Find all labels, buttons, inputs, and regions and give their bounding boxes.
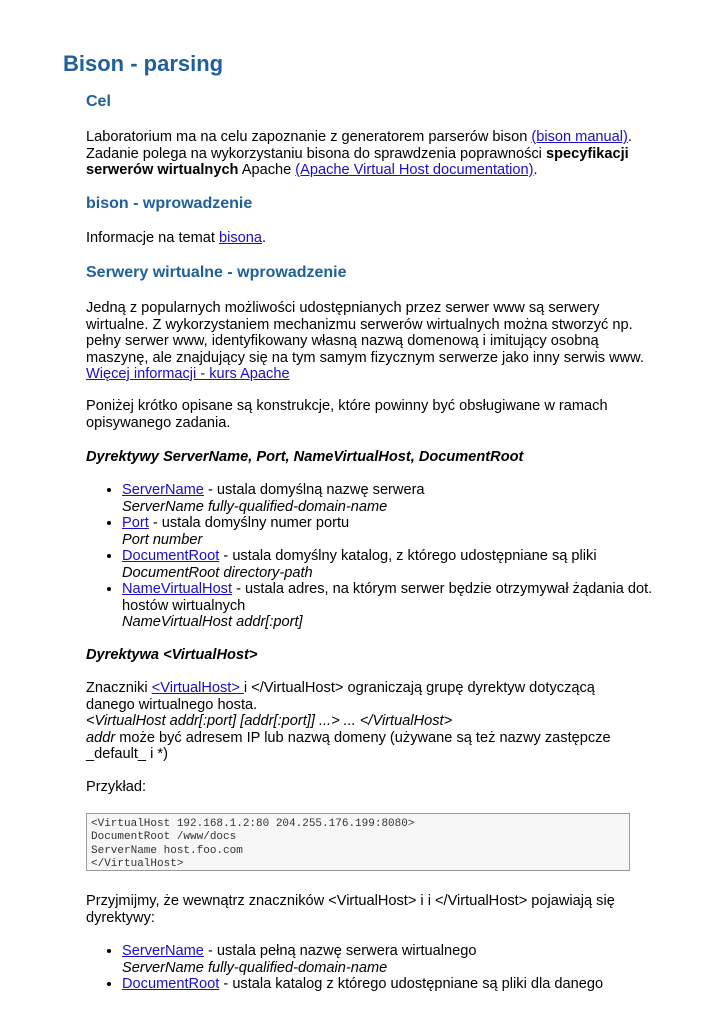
link-documentroot-2[interactable]: DocumentRoot [122, 976, 220, 992]
list-item: • DocumentRoot - ustala katalog z którego udostępniane są pliki dla danego [122, 976, 682, 993]
link-bisona[interactable]: bisona [219, 230, 263, 246]
link-kurs-apache[interactable]: Więcej informacji - kurs Apache [86, 366, 290, 382]
heading-bison-intro: bison - wprowadzenie [86, 195, 253, 212]
link-apache-virtual-host-doc[interactable]: (Apache Virtual Host documentation) [295, 162, 534, 178]
code-example: <VirtualHost 192.168.1.2:80 204.255.176.199:8080> DocumentRoot /www/docs ServerName host.foo.com </VirtualHost> [86, 813, 630, 871]
directive-list-1 [86, 482, 682, 631]
heading-cel: Cel [86, 93, 111, 110]
directive-list-2 [86, 943, 682, 993]
paragraph-przyjmijmy: Przyjmijmy, że wewnątrz znaczników <VirtualHost> i i </VirtualHost> pojawiają się dyrektywy: [86, 893, 615, 926]
paragraph-virtualhost: Znaczniki <VirtualHost> i </VirtualHost> ograniczają grupę dyrektyw dotyczącą danego wirtualnego hosta. <VirtualHost addr[:port] [addr[:port]] ...> ... </VirtualHost> addr może być adresem IP lub nazwą domeny (używane są też nazwy zastępcze _default_ i *) [86, 680, 611, 762]
heading-dyrektywy: Dyrektywy ServerName, Port, NameVirtualHost, DocumentRoot [86, 449, 524, 465]
paragraph-cel: Laboratorium ma na celu zapoznanie z generatorem parserów bison (bison manual). Zadanie polega na wykorzystaniu bisona do sprawdzenia poprawności specyfikacji serwerów wirtualnych Apache (Apache Virtual Host documentation). [86, 129, 632, 178]
paragraph-serwery-2: Poniżej krótko opisane są konstrukcje, które powinny być obsługiwane w ramach opisywanego zadania. [86, 398, 608, 431]
list-item: • DocumentRoot - ustala domyślny katalog, z którego udostępniane są pliki DocumentRoot directory-path [122, 548, 682, 581]
heading-serwery-wirtualne: Serwery wirtualne - wprowadzenie [86, 264, 347, 281]
list-item: • Port - ustala domyślny numer portu Port number [122, 515, 682, 548]
link-documentroot[interactable]: DocumentRoot [122, 548, 220, 564]
label-przyklad: Przykład: [86, 779, 147, 795]
link-bison-manual[interactable]: (bison manual) [531, 129, 628, 145]
list-item: • ServerName - ustala domyślną nazwę serwera ServerName fully-qualified-domain-name [122, 482, 682, 515]
paragraph-serwery-1: Jedną z popularnych możliwości udostępnianych przez serwer www są serwery wirtualne. Z wykorzystaniem mechanizmu serwerów wirtualnych można stworzyć np. pełny serwer www, identyfikowany własną nazwą domenową i imitujący osobną maszynę, ale znajdujący się na tym samym fizycznym serwerze jako inny serwis www. Więcej informacji - kurs Apache [86, 300, 644, 382]
link-servername[interactable]: ServerName [122, 482, 204, 498]
list-item: • ServerName - ustala pełną nazwę serwera wirtualnego ServerName fully-qualified-domain-name [122, 943, 682, 976]
heading-dyrektywa-virtualhost: Dyrektywa <VirtualHost> [86, 647, 258, 663]
page-title: Bison - parsing [63, 51, 224, 76]
paragraph-bison-intro: Informacje na temat bisona. [86, 230, 267, 246]
link-virtualhost[interactable]: <VirtualHost> [151, 680, 244, 696]
link-port[interactable]: Port [122, 515, 149, 531]
link-servername-2[interactable]: ServerName [122, 943, 204, 959]
list-item: • NameVirtualHost - ustala adres, na którym serwer będzie otrzymywał żądania dot. hostów wirtualnych NameVirtualHost addr[:port] [122, 581, 682, 631]
link-namevirtualhost[interactable]: NameVirtualHost [122, 581, 233, 597]
